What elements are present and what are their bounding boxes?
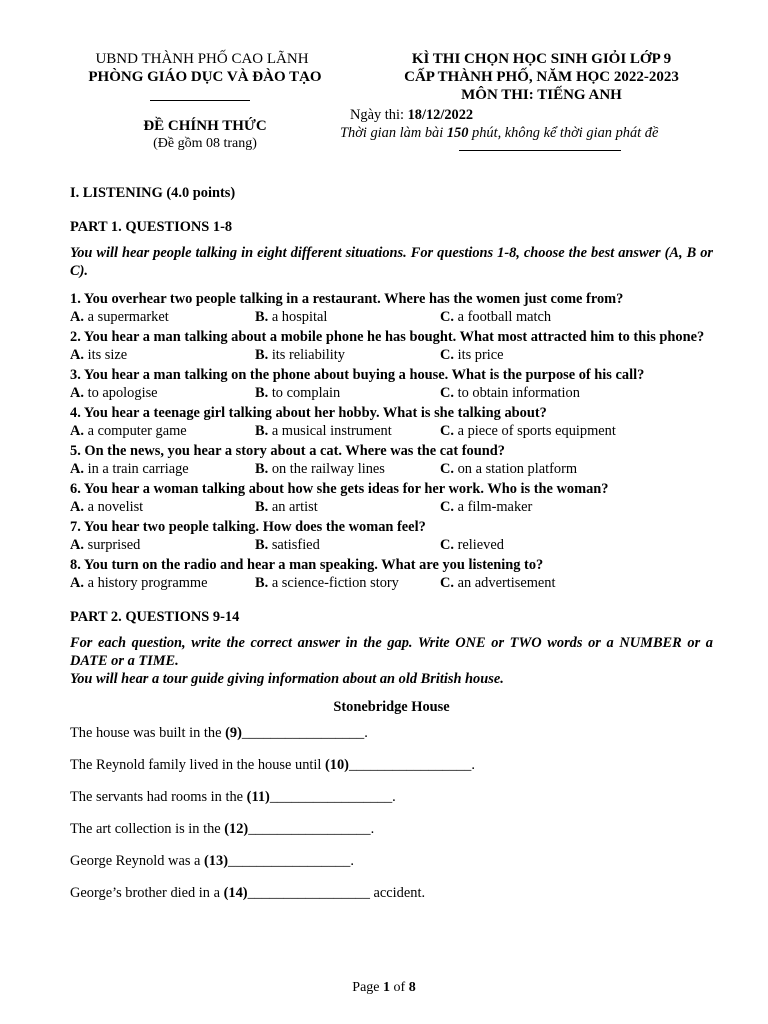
option-c <box>440 536 625 554</box>
authority-name: UBND THÀNH PHỐ CAO LÃNH <box>95 51 309 67</box>
exam-title: KÌ THI CHỌN HỌC SINH GIỎI LỚP 9 <box>411 51 672 67</box>
question-options <box>70 574 713 592</box>
exam-subject: MÔN THI: TIẾNG ANH <box>461 87 622 103</box>
gap-pre: The Reynold family lived in the house until <box>70 757 325 773</box>
option-text: satisfied <box>271 537 320 553</box>
option-letter: A. <box>70 575 84 591</box>
passage-heading: Stonebridge House <box>333 699 450 715</box>
section-title: I. LISTENING (4.0 points) <box>70 185 236 201</box>
gap-num: (12) <box>224 821 249 837</box>
gap-line <box>70 852 713 870</box>
gap-line <box>70 788 713 806</box>
gap-line <box>70 724 713 742</box>
option-letter: B. <box>255 347 269 363</box>
question-options <box>70 308 713 326</box>
option-text: its size <box>87 347 128 363</box>
part1-title: PART 1. QUESTIONS 1-8 <box>70 219 233 235</box>
question-text: 1. You overhear two people talking in a restaurant. Where has the women just come from? <box>70 291 624 307</box>
gap-line <box>70 756 713 774</box>
option-letter: A. <box>70 385 84 401</box>
option-c <box>440 422 625 440</box>
page-footer: Page 1 of 8 <box>352 980 416 995</box>
option-text: its price <box>457 347 504 363</box>
header-divider-left <box>150 100 250 101</box>
option-letter: C. <box>440 537 454 553</box>
gap-post: . <box>471 757 475 773</box>
exam-level: CẤP THÀNH PHỐ, NĂM HỌC 2022-2023 <box>404 69 679 85</box>
option-text: a history programme <box>87 575 208 591</box>
option-letter: C. <box>440 423 454 439</box>
option-a <box>70 574 255 592</box>
gap-blank[interactable]: _________________ <box>348 757 472 773</box>
option-b <box>255 460 440 478</box>
option-text: a supermarket <box>87 309 169 325</box>
option-c <box>440 384 625 402</box>
exam-header <box>70 50 713 162</box>
option-c <box>440 460 625 478</box>
option-letter: C. <box>440 347 454 363</box>
option-c <box>440 574 625 592</box>
question-list <box>70 290 713 592</box>
exam-page <box>70 50 713 902</box>
option-text: a science-fiction story <box>271 575 399 591</box>
option-text: a hospital <box>271 309 328 325</box>
option-c <box>440 346 625 364</box>
option-text: relieved <box>457 537 504 553</box>
department-name: PHÒNG GIÁO DỤC VÀ ĐÀO TẠO <box>88 69 322 85</box>
option-letter: A. <box>70 423 84 439</box>
question-options <box>70 498 713 516</box>
gap-post: . <box>364 725 368 741</box>
part2-instruction: For each question, write the correct answer in the gap. Write ONE or TWO words or a NUMBER or a DATE or a TIME. <box>70 635 713 669</box>
option-b <box>255 308 440 326</box>
gap-pre: George’s brother died in a <box>70 885 224 901</box>
option-letter: B. <box>255 461 269 477</box>
option-text: a computer game <box>87 423 187 439</box>
option-text: to complain <box>271 385 341 401</box>
header-right <box>340 50 713 141</box>
exam-date: Ngày thi: 18/12/2022 <box>350 107 474 123</box>
gap-pre: The art collection is in the <box>70 821 225 837</box>
option-b <box>255 346 440 364</box>
option-letter: B. <box>255 499 269 515</box>
pages-note: (Đề gồm 08 trang) <box>153 136 257 151</box>
option-a <box>70 498 255 516</box>
question-text: 2. You hear a man talking about a mobile phone he has bought. What most attracted him to this phone? <box>70 329 705 345</box>
option-letter: B. <box>255 423 269 439</box>
option-letter: B. <box>255 309 269 325</box>
gap-pre: George Reynold was a <box>70 853 205 869</box>
option-letter: C. <box>440 309 454 325</box>
question-text: 7. You hear two people talking. How does the woman feel? <box>70 519 426 535</box>
option-letter: B. <box>255 575 269 591</box>
option-text: on the railway lines <box>271 461 385 477</box>
gap-num: (13) <box>204 853 228 869</box>
option-letter: A. <box>70 309 84 325</box>
gap-num: (11) <box>246 789 270 805</box>
option-b <box>255 384 440 402</box>
option-letter: C. <box>440 575 454 591</box>
question-text: 4. You hear a teenage girl talking about her hobby. What is she talking about? <box>70 405 547 421</box>
gap-num: (9) <box>225 725 242 741</box>
gap-post: . <box>370 821 375 837</box>
gap-post: accident. <box>369 885 426 901</box>
part2-title: PART 2. QUESTIONS 9-14 <box>70 609 240 625</box>
gap-blank[interactable]: _________________ <box>241 725 365 741</box>
gap-num: (14) <box>223 885 248 901</box>
option-b <box>255 536 440 554</box>
option-text: an artist <box>271 499 318 515</box>
option-c <box>440 498 625 516</box>
option-text: a football match <box>457 309 552 325</box>
gap-post: . <box>392 789 396 805</box>
question-text: 3. You hear a man talking on the phone about buying a house. What is the purpose of his call? <box>70 367 645 383</box>
gap-blank[interactable]: _________________ <box>228 853 351 869</box>
option-text: a film-maker <box>457 499 533 515</box>
question-options <box>70 384 713 402</box>
option-letter: A. <box>70 347 84 363</box>
gap-num: (10) <box>325 757 349 773</box>
option-text: a musical instrument <box>271 423 392 439</box>
option-b <box>255 498 440 516</box>
question-options <box>70 346 713 364</box>
gap-pre: The house was built in the <box>70 725 226 741</box>
option-text: its reliability <box>271 347 345 363</box>
option-text: a piece of sports equipment <box>457 423 616 439</box>
question-options <box>70 536 713 554</box>
option-letter: A. <box>70 499 84 515</box>
option-letter: A. <box>70 461 84 477</box>
option-text: to apologise <box>87 385 158 401</box>
gap-list <box>70 724 713 902</box>
option-text: to obtain information <box>457 385 580 401</box>
option-letter: C. <box>440 385 454 401</box>
option-text: an advertisement <box>457 575 556 591</box>
option-text: in a train carriage <box>87 461 189 477</box>
question-text: 8. You turn on the radio and hear a man speaking. What are you listening to? <box>70 557 544 573</box>
question-options <box>70 422 713 440</box>
gap-pre: The servants had rooms in the <box>70 789 247 805</box>
gap-blank[interactable]: _________________ <box>269 789 393 805</box>
option-a <box>70 346 255 364</box>
question-text: 6. You hear a woman talking about how she gets ideas for her work. Who is the woman? <box>70 481 609 497</box>
gap-line <box>70 884 713 902</box>
option-letter: C. <box>440 499 454 515</box>
part1-instruction: You will hear people talking in eight different situations. For questions 1-8, choose the best answer (A, B or C). <box>70 245 713 279</box>
option-a <box>70 384 255 402</box>
option-a <box>70 536 255 554</box>
header-divider-right <box>459 150 621 151</box>
part2-context: You will hear a tour guide giving information about an old British house. <box>70 671 504 687</box>
option-b <box>255 574 440 592</box>
option-a <box>70 422 255 440</box>
option-c <box>440 308 625 326</box>
header-left <box>70 50 340 153</box>
option-letter: A. <box>70 537 84 553</box>
option-letter: B. <box>255 537 269 553</box>
gap-blank[interactable]: _________________ <box>247 885 370 901</box>
gap-line <box>70 820 713 838</box>
option-text: surprised <box>87 537 141 553</box>
option-a <box>70 460 255 478</box>
option-text: a novelist <box>87 499 144 515</box>
official-label: ĐỀ CHÍNH THỨC <box>143 118 267 134</box>
question-text: 5. On the news, you hear a story about a cat. Where was the cat found? <box>70 443 505 459</box>
question-options <box>70 460 713 478</box>
gap-post: . <box>350 853 354 869</box>
option-a <box>70 308 255 326</box>
option-text: on a station platform <box>457 461 578 477</box>
exam-duration: Thời gian làm bài 150 phút, không kể thời gian phát đề <box>340 125 659 141</box>
option-letter: B. <box>255 385 269 401</box>
gap-blank[interactable]: _________________ <box>248 821 371 837</box>
option-b <box>255 422 440 440</box>
option-letter: C. <box>440 461 454 477</box>
